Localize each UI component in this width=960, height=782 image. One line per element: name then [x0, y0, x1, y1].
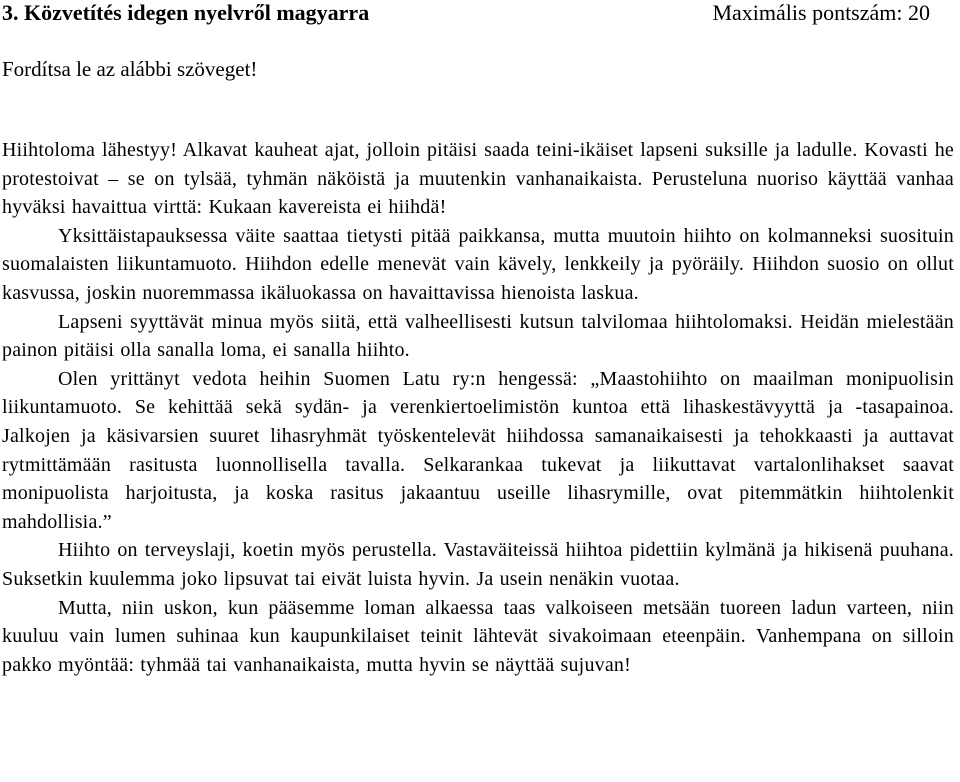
paragraph-3: Lapseni syyttävät minua myös siitä, että valheellisesti kutsun talvilomaa hiihtolomaksi. Heidän mielestään painon pitäisi olla sanalla loma, ei sanalla hiihto.: [2, 310, 954, 362]
paragraph-2: Yksittäistapauksessa väite saattaa tietysti pitää paikkansa, mutta muutoin hiihto on kolmanneksi suosituin suomalaisten liikuntamuoto. Hiihdon edelle menevät vain kävely, lenkkeily ja pyöräily. Hiihdon suosio on ollut kasvussa, joskin nuoremmassa ikäluokassa on havaittavissa hienoista laskua.: [2, 224, 954, 304]
source-text: [2, 136, 954, 679]
paragraph-6: Mutta, niin uskon, kun pääsemme loman alkaessa taas valkoiseen metsään tuoreen ladun varteen, niin kuuluu vain lumen suhinaa kun kaupunkilaiset teinit lähtevät sivakoimaan eteenpäin. Vanhempana on silloin pakko myöntää: tyhmää tai vanhanaikaista, mutta hyvin se näyttää sujuvan!: [2, 596, 954, 676]
task-header: [2, 0, 954, 26]
paragraph-1: Hiihtoloma lähestyy! Alkavat kauheat ajat, jolloin pitäisi saada teini-ikäiset lapseni suksille ja ladulle. Kovasti he protestoivat – se on tylsää, tyhmän näköistä ja muutenkin vanhanaikaista. Perusteluna nuoriso käyttää vanhaa hyväksi havaittua virttä: Kukaan kavereista ei hiihdä!: [2, 139, 954, 219]
task-title: 3. Közvetítés idegen nyelvről magyarra: [2, 0, 370, 25]
task-instruction: Fordítsa le az alábbi szöveget!: [2, 57, 258, 81]
paragraph-5: Hiihto on terveyslaji, koetin myös perustella. Vastaväiteissä hiihtoa pidettiin kylmänä ja hikisenä puuhana. Suksetkin kuulemma joko lipsuvat tai eivät luista hyvin. Ja usein nenäkin vuotaa.: [2, 539, 954, 590]
max-points: Maximális pontszám: 20: [712, 0, 930, 25]
paragraph-4: Olen yrittänyt vedota heihin Suomen Latu ry:n hengessä: „Maastohiihto on maailman monipuolisin liikuntamuoto. Se kehittää sekä sydän- ja verenkiertoelimistön kuntoa että lihaskestävyyttä ja -tasapainoa. Jalkojen ja käsivarsien suuret lihasryhmät työskentelevät hiihdossa samanaikaisesti ja tehokkaasti ja auttavat rytmittämään rasitusta luonnollisella tavalla. Selkarankaa tukevat ja liikuttavat vartalonlihakset saavat monipuolista harjoitusta, ja koska rasitus jakaantuu useille lihasrymille, ovat pitemmätkin hiihtolenkit mahdollisia.”: [2, 367, 954, 533]
